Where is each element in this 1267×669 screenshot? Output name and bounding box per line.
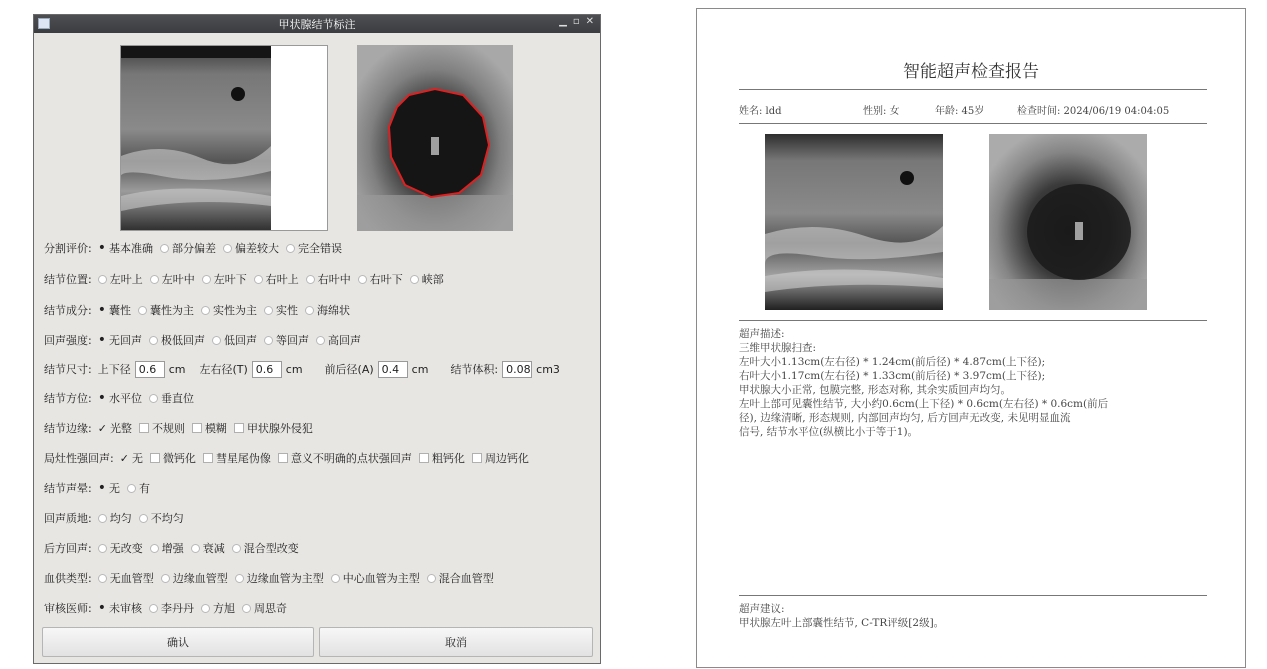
volume-unit: cm3 (536, 362, 560, 376)
ud-diameter-label: 上下径 (97, 363, 131, 376)
radio-mark[interactable] (149, 604, 158, 613)
radio-mark[interactable] (98, 602, 106, 615)
option-label: 无改变 (109, 542, 143, 555)
radio-mark[interactable] (410, 275, 419, 284)
row-label: 结节边缘: (44, 422, 92, 435)
radio-mark[interactable] (98, 482, 106, 495)
checkbox-mark[interactable] (139, 423, 149, 433)
radio-option[interactable] (98, 390, 142, 406)
row-label: 分割评价: (44, 242, 92, 255)
radio-option[interactable] (98, 480, 120, 496)
radio-mark[interactable] (160, 244, 169, 253)
option-label: 左叶中 (161, 273, 195, 286)
option-label: 高回声 (327, 334, 361, 347)
radio-option[interactable] (427, 570, 494, 586)
checkbox-option[interactable] (192, 420, 227, 436)
option-label: 意义不明确的点状强回声 (290, 452, 412, 465)
vascularity-row (44, 569, 501, 587)
radio-mark[interactable] (139, 514, 148, 523)
description-line: 三维甲状腺扫查: (739, 342, 817, 354)
radio-option[interactable] (358, 271, 403, 287)
option-label: 中心血管为主型 (342, 572, 420, 585)
checkbox-mark[interactable] (192, 423, 202, 433)
radio-option[interactable] (98, 332, 142, 348)
title-divider (739, 89, 1207, 90)
option-label: 左叶下 (213, 273, 247, 286)
checkbox-option[interactable] (203, 450, 271, 466)
radio-option[interactable] (331, 570, 420, 586)
radio-option[interactable] (160, 240, 216, 256)
report-segmented-image (989, 134, 1147, 310)
radio-option[interactable] (127, 480, 150, 496)
radio-mark[interactable] (98, 574, 107, 583)
option-label: 未审核 (108, 602, 142, 615)
description-line: 左叶大小1.13cm(左右径) * 1.24cm(前后径) * 4.87cm(上下径); (739, 356, 1046, 368)
description-line: 右叶大小1.17cm(左右径) * 1.33cm(前后径) * 3.97cm(上下径); (739, 370, 1046, 382)
checkbox-mark[interactable] (150, 453, 160, 463)
radio-mark[interactable] (235, 574, 244, 583)
checkbox-option[interactable] (150, 450, 196, 466)
ap-unit: cm (411, 362, 429, 376)
checkbox-option[interactable] (419, 450, 465, 466)
radio-mark[interactable] (98, 514, 107, 523)
confirm-button[interactable]: 确认 (42, 627, 314, 657)
option-label: 增强 (161, 542, 184, 555)
radio-mark[interactable] (98, 392, 106, 405)
checkbox-option[interactable] (234, 420, 313, 436)
radio-option[interactable] (410, 271, 444, 287)
radio-mark[interactable] (98, 242, 106, 255)
ud-unit: cm (168, 362, 186, 376)
option-label: 方旭 (212, 602, 235, 615)
radio-mark[interactable] (427, 574, 436, 583)
checkbox-mark[interactable] (278, 453, 288, 463)
radio-option[interactable] (98, 600, 142, 616)
radio-mark[interactable] (254, 275, 263, 284)
option-label: 混合血管型 (438, 572, 494, 585)
dialog-titlebar[interactable] (34, 15, 600, 33)
patient-gender: 性别: 女 (863, 106, 900, 117)
radio-mark[interactable] (223, 244, 232, 253)
checkbox-option[interactable] (98, 420, 132, 436)
option-label: 周边钙化 (484, 452, 529, 465)
nodule-halo-row (44, 479, 157, 497)
radio-mark[interactable] (316, 336, 325, 345)
option-label: 完全错误 (297, 242, 342, 255)
lr-diameter-input[interactable]: 0.6 (252, 361, 282, 378)
option-label: 甲状腺外侵犯 (246, 422, 313, 435)
radio-option[interactable] (139, 510, 184, 526)
radio-mark[interactable] (161, 574, 170, 583)
description-line: 径), 边缘清晰, 形态规则, 内部回声均匀, 后方回声无改变, 未见明显血流 (739, 412, 1071, 424)
images-divider (739, 320, 1207, 321)
radio-mark[interactable] (305, 306, 314, 315)
advice-divider (739, 595, 1207, 596)
radio-option[interactable] (232, 540, 299, 556)
radio-option[interactable] (149, 390, 194, 406)
radio-mark[interactable] (98, 275, 107, 284)
option-label: 有 (138, 482, 150, 495)
minimize-icon[interactable]: ▁ (559, 16, 567, 27)
radio-mark[interactable] (150, 275, 159, 284)
radio-mark[interactable] (150, 544, 159, 553)
close-icon[interactable]: ✕ (585, 16, 594, 27)
radio-option[interactable] (201, 302, 257, 318)
row-label: 结节方位: (44, 392, 92, 405)
advice-heading: 超声建议: (739, 603, 785, 615)
nodule-orientation-row (44, 389, 201, 407)
option-label: 粗钙化 (431, 452, 465, 465)
checkbox-mark[interactable] (419, 453, 429, 463)
radio-option[interactable] (305, 302, 350, 318)
info-divider (739, 123, 1207, 124)
radio-option[interactable] (223, 240, 279, 256)
segmentation-result-image (357, 45, 513, 231)
option-label: 周思奇 (253, 602, 287, 615)
option-label: 等回声 (275, 334, 309, 347)
description-line: 信号, 结节水平位(纵横比小于等于1)。 (739, 426, 919, 438)
checkbox-mark[interactable] (472, 453, 482, 463)
row-label: 回声质地: (44, 512, 92, 525)
option-label: 衰减 (202, 542, 225, 555)
radio-mark[interactable] (201, 306, 210, 315)
nodule-position-row (44, 270, 451, 288)
radio-option[interactable] (161, 570, 228, 586)
option-label: 偏差较大 (234, 242, 279, 255)
volume-input[interactable]: 0.08 (502, 361, 532, 378)
radio-option[interactable] (316, 332, 361, 348)
option-label: 边缘血管为主型 (246, 572, 324, 585)
checkbox-option[interactable] (139, 420, 185, 436)
radio-mark[interactable] (306, 275, 315, 284)
radio-mark[interactable] (212, 336, 221, 345)
option-label: 微钙化 (162, 452, 196, 465)
option-label: 右叶下 (369, 273, 403, 286)
row-label: 结节位置: (44, 273, 92, 286)
radio-option[interactable] (98, 510, 132, 526)
option-label: 实性 (275, 304, 298, 317)
option-label: 海绵状 (316, 304, 350, 317)
option-label: 光整 (109, 422, 132, 435)
option-label: 垂直位 (160, 392, 194, 405)
row-label: 结节声晕: (44, 482, 92, 495)
row-label: 结节成分: (44, 304, 92, 317)
ultrasound-original-image (120, 45, 328, 231)
row-label: 审核医师: (44, 602, 92, 615)
description-line: 甲状腺大小正常, 包膜完整, 形态对称, 其余实质回声均匀。 (739, 384, 1012, 396)
option-label: 无回声 (108, 334, 142, 347)
radio-mark[interactable] (264, 336, 273, 345)
patient-name: 姓名: ldd (739, 106, 782, 117)
reviewer-row (44, 599, 294, 617)
radio-option[interactable] (306, 271, 351, 287)
nodule-annotation-dialog (33, 14, 601, 664)
description-line: 左叶上部可见囊性结节, 大小约0.6cm(上下径) * 0.6cm(左右径) * 0.6cm(前后 (739, 398, 1109, 410)
volume-label: 结节体积: (450, 363, 499, 376)
option-label: 右叶中 (317, 273, 351, 286)
exam-time: 检查时间: 2024/06/19 04:04:05 (1017, 106, 1170, 117)
ud-diameter-input[interactable]: 0.6 (135, 361, 165, 378)
option-label: 无 (131, 452, 143, 465)
option-label: 左叶上 (109, 273, 143, 286)
option-label: 水平位 (108, 392, 142, 405)
ultrasound-report (696, 8, 1246, 668)
radio-mark[interactable] (286, 244, 295, 253)
row-label: 局灶性强回声: (44, 452, 114, 465)
option-label: 部分偏差 (171, 242, 216, 255)
radio-mark[interactable] (201, 604, 210, 613)
nodule-size-row (44, 360, 560, 378)
option-label: 均匀 (109, 512, 132, 525)
radio-option[interactable] (138, 302, 194, 318)
radio-mark[interactable] (358, 275, 367, 284)
dialog-title: 甲状腺结节标注 (278, 18, 356, 31)
row-label: 回声强度: (44, 334, 92, 347)
radio-option[interactable] (98, 302, 131, 318)
radio-mark[interactable] (191, 544, 200, 553)
option-label: 无 (108, 482, 120, 495)
radio-option[interactable] (242, 600, 287, 616)
option-label: 囊性 (108, 304, 131, 317)
option-label: 右叶上 (265, 273, 299, 286)
radio-option[interactable] (264, 302, 298, 318)
maximize-icon[interactable]: ▫ (572, 16, 580, 27)
radio-mark[interactable] (331, 574, 340, 583)
option-label: 极低回声 (160, 334, 205, 347)
option-label: 不均匀 (150, 512, 184, 525)
checkbox-mark[interactable] (234, 423, 244, 433)
echo-texture-row (44, 509, 191, 527)
radio-option[interactable] (149, 600, 194, 616)
radio-option[interactable] (235, 570, 324, 586)
radio-option[interactable] (264, 332, 309, 348)
radio-option[interactable] (98, 240, 153, 256)
radio-option[interactable] (149, 332, 205, 348)
checkbox-option[interactable] (472, 450, 529, 466)
lr-diameter-label: 左右径(T) (199, 363, 248, 376)
radio-option[interactable] (98, 271, 143, 287)
radio-mark[interactable] (149, 394, 158, 403)
lr-unit: cm (285, 362, 303, 376)
radio-mark[interactable] (149, 336, 158, 345)
option-label: 彗星尾伪像 (215, 452, 271, 465)
option-label: 基本准确 (108, 242, 153, 255)
radio-mark[interactable] (138, 306, 147, 315)
window-app-icon (38, 18, 50, 29)
report-title: 智能超声检查报告 (903, 62, 1039, 82)
segmentation-eval-row (44, 239, 349, 257)
nodule-composition-row (44, 301, 357, 319)
report-original-image (765, 134, 943, 310)
option-label: 低回声 (223, 334, 257, 347)
ap-diameter-label: 前后径(A) (324, 363, 374, 376)
size-label: 结节尺寸: (44, 363, 92, 376)
row-label: 血供类型: (44, 572, 92, 585)
checkbox-mark[interactable] (120, 452, 129, 465)
option-label: 边缘血管型 (172, 572, 228, 585)
posterior-echo-row (44, 539, 306, 557)
row-label: 后方回声: (44, 542, 92, 555)
radio-mark[interactable] (202, 275, 211, 284)
radio-option[interactable] (202, 271, 247, 287)
option-label: 峡部 (421, 273, 444, 286)
radio-mark[interactable] (127, 484, 136, 493)
option-label: 实性为主 (212, 304, 257, 317)
radio-option[interactable] (150, 271, 195, 287)
radio-mark[interactable] (98, 334, 106, 347)
nodule-margin-row (44, 419, 320, 437)
radio-option[interactable] (286, 240, 342, 256)
option-label: 模糊 (204, 422, 227, 435)
patient-age: 年龄: 45岁 (935, 106, 985, 117)
checkbox-mark[interactable] (98, 422, 107, 435)
radio-mark[interactable] (242, 604, 251, 613)
option-label: 混合型改变 (243, 542, 299, 555)
radio-option[interactable] (201, 600, 235, 616)
radio-option[interactable] (254, 271, 299, 287)
option-label: 囊性为主 (149, 304, 194, 317)
radio-option[interactable] (150, 540, 184, 556)
option-label: 李丹丹 (160, 602, 194, 615)
radio-mark[interactable] (98, 544, 107, 553)
radio-option[interactable] (212, 332, 257, 348)
description-heading: 超声描述: (739, 328, 785, 340)
radio-mark[interactable] (232, 544, 241, 553)
ap-diameter-input[interactable]: 0.4 (378, 361, 408, 378)
checkbox-option[interactable] (278, 450, 412, 466)
cancel-button[interactable]: 取消 (319, 627, 593, 657)
option-label: 无血管型 (109, 572, 154, 585)
radio-option[interactable] (191, 540, 225, 556)
option-label: 不规则 (151, 422, 185, 435)
advice-section (739, 602, 1209, 630)
radio-option[interactable] (98, 540, 143, 556)
echo-intensity-row (44, 331, 368, 349)
radio-mark[interactable] (264, 306, 273, 315)
description-section (739, 327, 1209, 439)
checkbox-option[interactable] (120, 450, 143, 466)
focal-echo-row (44, 449, 536, 467)
radio-option[interactable] (98, 570, 154, 586)
advice-text: 甲状腺左叶上部囊性结节, C-TR评级[2级]。 (739, 617, 945, 629)
radio-mark[interactable] (98, 304, 106, 317)
checkbox-mark[interactable] (203, 453, 213, 463)
